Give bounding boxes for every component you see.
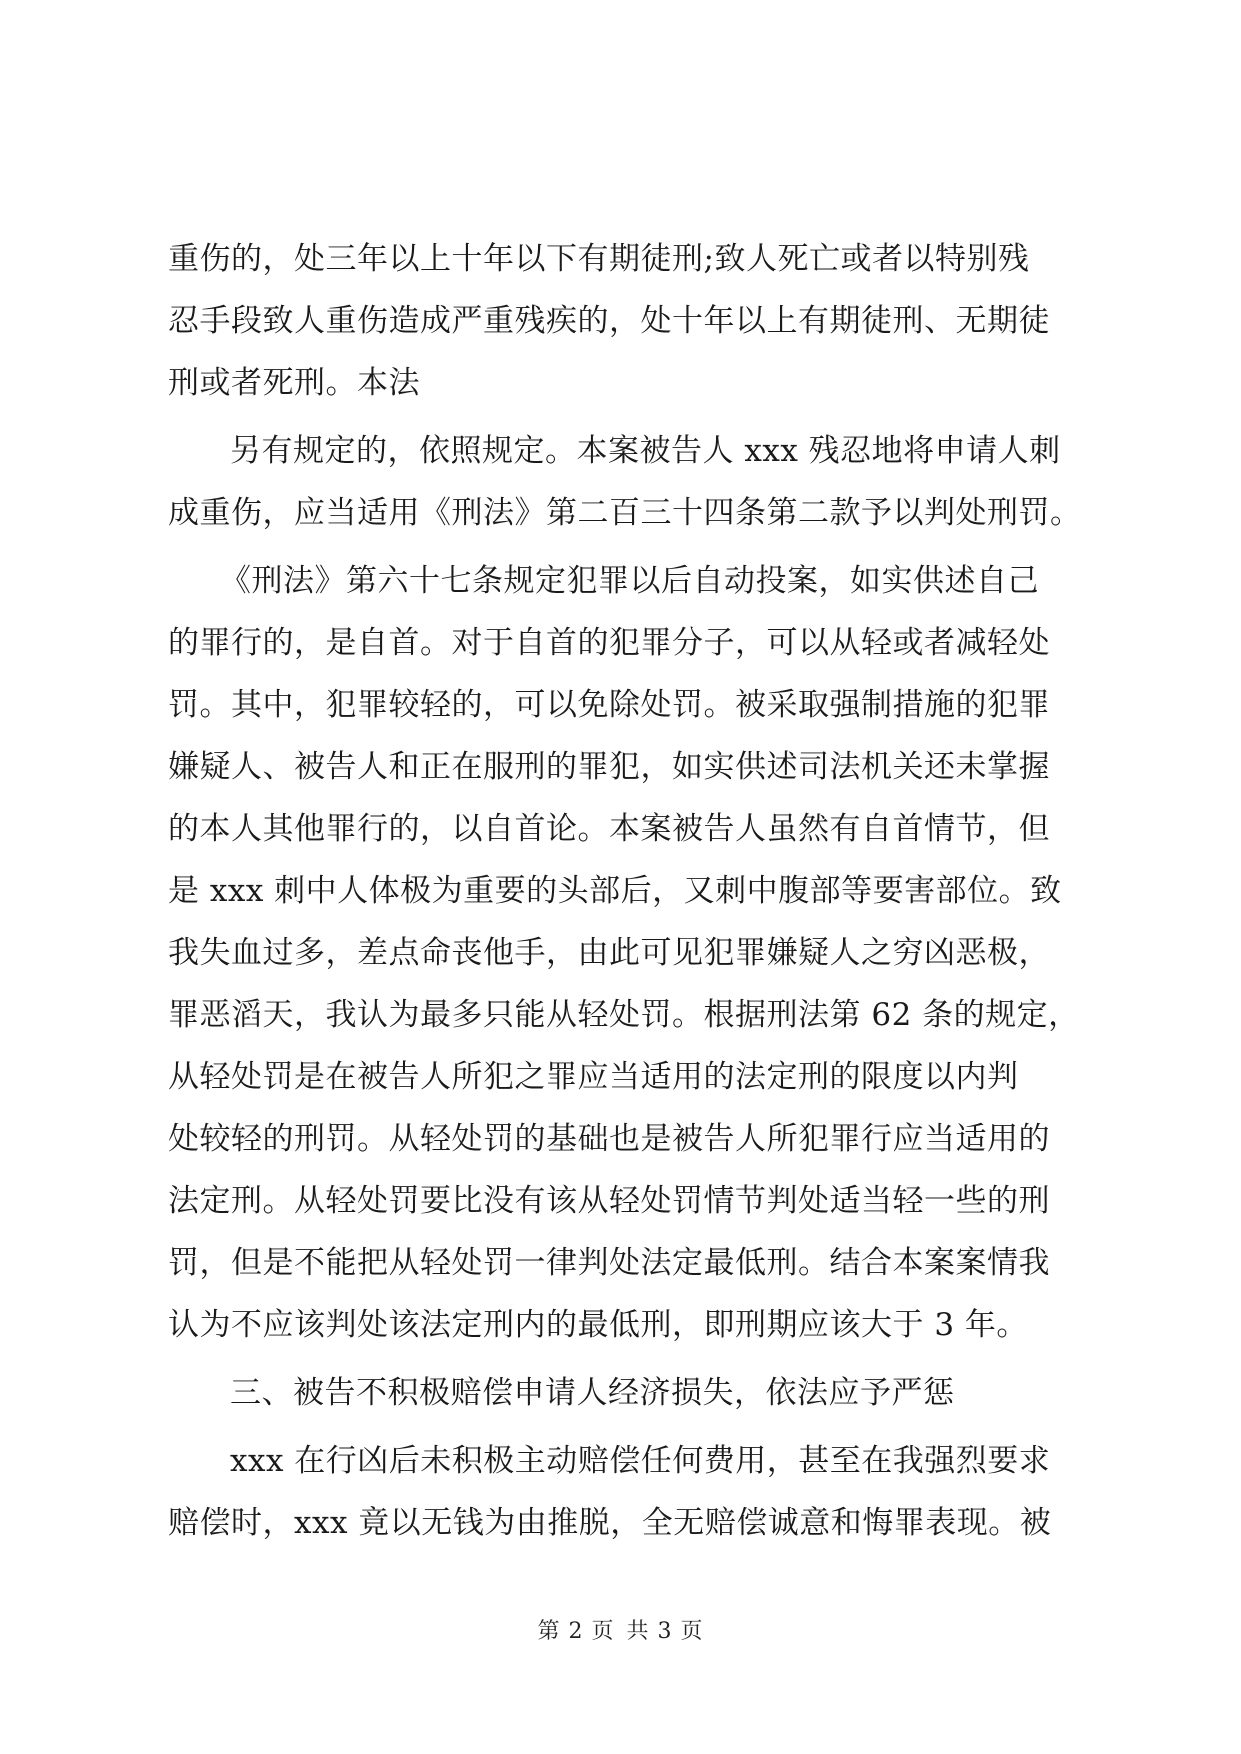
- section-heading: 三、被告不积极赔偿申请人经济损失，依法应予严惩: [230, 1375, 955, 1411]
- text-line: xxx 在行凶后未积极主动赔偿任何费用，甚至在我强烈要求: [230, 1443, 1051, 1479]
- text-line: 忍手段致人重伤造成严重残疾的，处十年以上有期徒刑、无期徒: [168, 303, 1050, 339]
- document-body: [168, 228, 1088, 1554]
- text-line: 处较轻的刑罚。从轻处罚的基础也是被告人所犯罪行应当适用的: [168, 1121, 1050, 1157]
- page-number: 第 2 页: [537, 1619, 615, 1644]
- text-line: 认为不应该判处该法定刑内的最低刑，即刑期应该大于 3 年。: [168, 1307, 1028, 1343]
- text-line: 从轻处罚是在被告人所犯之罪应当适用的法定刑的限度以内判: [168, 1059, 1019, 1095]
- text-line: 的罪行的，是自首。对于自首的犯罪分子，可以从轻或者减轻处: [168, 625, 1050, 661]
- text-line: 重伤的，处三年以上十年以下有期徒刑;致人死亡或者以特别残: [168, 241, 1030, 277]
- text-line: 罚，但是不能把从轻处罚一律判处法定最低刑。结合本案案情我: [168, 1245, 1050, 1281]
- text-line: 罪恶滔天，我认为最多只能从轻处罚。根据刑法第 62 条的规定，: [168, 997, 1080, 1033]
- text-line: 我失血过多，差点命丧他手，由此可见犯罪嫌疑人之穷凶恶极，: [168, 935, 1050, 971]
- text-line: 是 xxx 刺中人体极为重要的头部后，又刺中腹部等要害部位。致: [168, 873, 1062, 909]
- text-line: 法定刑。从轻处罚要比没有该从轻处罚情节判处适当轻一些的刑: [168, 1183, 1050, 1219]
- text-line: 另有规定的，依照规定。本案被告人 xxx 残忍地将申请人刺: [230, 433, 1061, 469]
- text-line: 嫌疑人、被告人和正在服刑的罪犯，如实供述司法机关还未掌握: [168, 749, 1050, 785]
- page-footer: [0, 1614, 1241, 1645]
- text-line: 《刑法》第六十七条规定犯罪以后自动投案，如实供述自己: [220, 563, 1039, 599]
- text-line: 的本人其他罪行的，以自首论。本案被告人虽然有自首情节，但: [168, 811, 1050, 847]
- text-line: 赔偿时，xxx 竟以无钱为由推脱，全无赔偿诚意和悔罪表现。被: [168, 1505, 1052, 1541]
- page-total: 共 3 页: [626, 1619, 704, 1644]
- text-line: 罚。其中，犯罪较轻的，可以免除处罚。被采取强制措施的犯罪: [168, 687, 1050, 723]
- text-line: 刑或者死刑。本法: [168, 365, 420, 401]
- text-line: 成重伤，应当适用《刑法》第二百三十四条第二款予以判处刑罚。: [168, 495, 1082, 531]
